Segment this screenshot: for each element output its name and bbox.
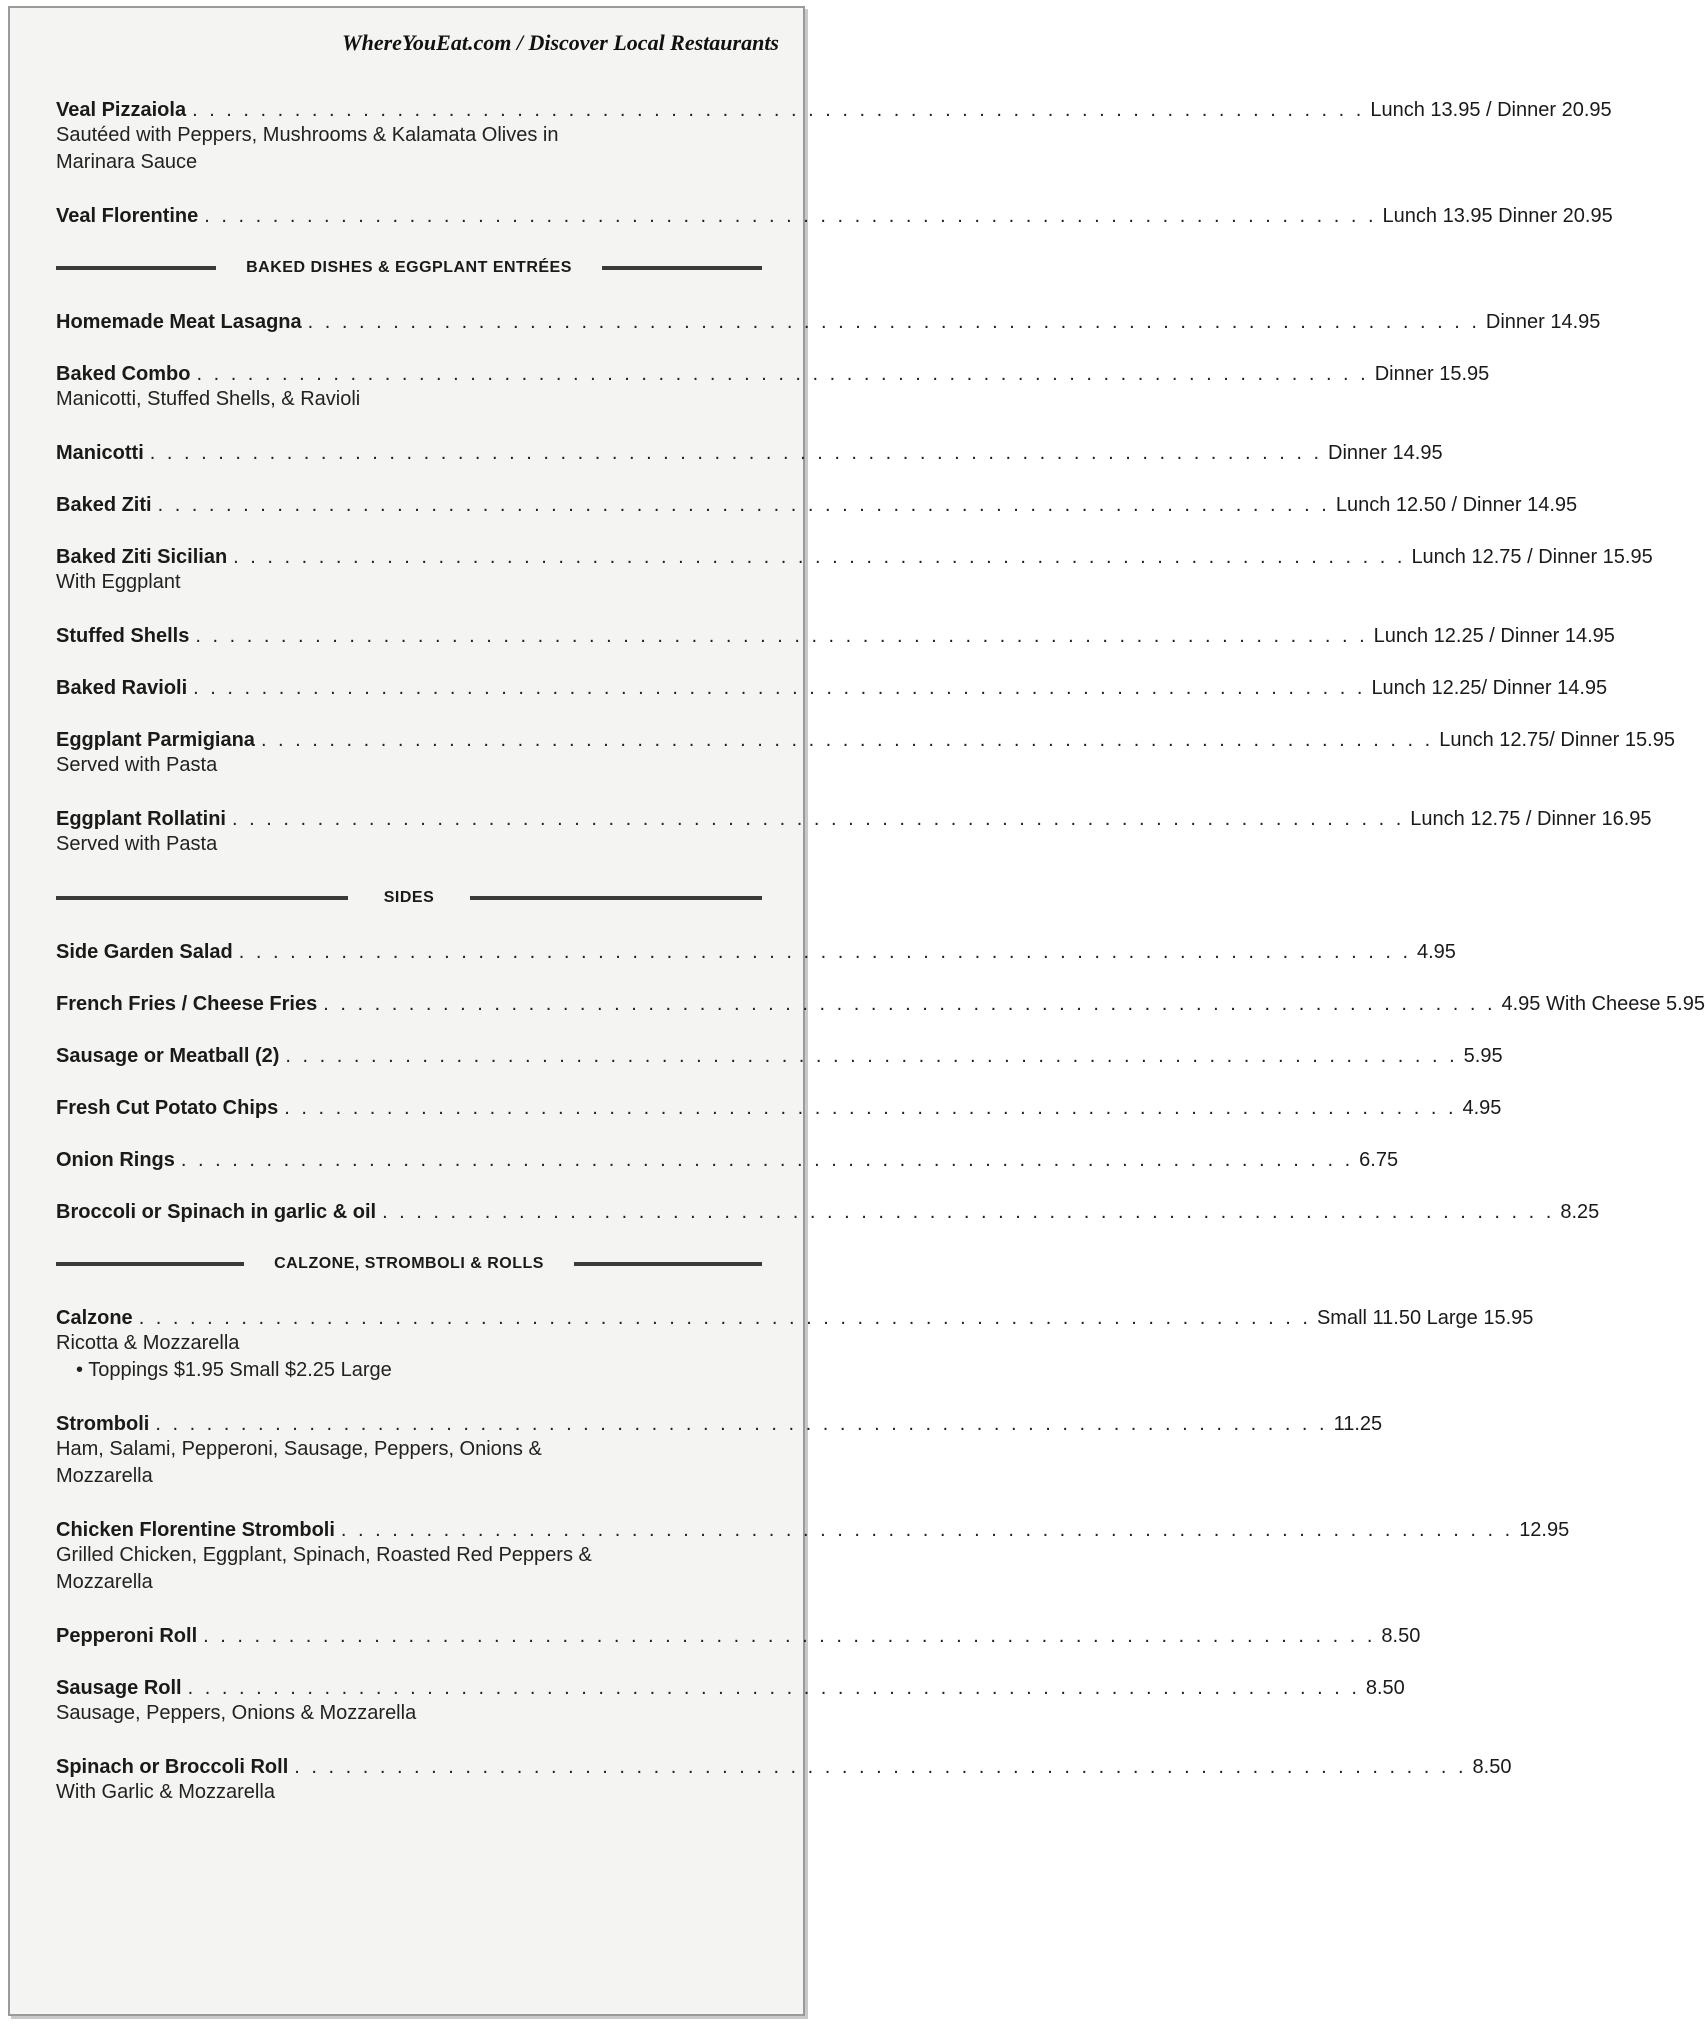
- menu-item: [56, 992, 1705, 1016]
- menu-item-description: With Eggplant: [56, 571, 181, 593]
- menu-item-price: 8.50: [1472, 1756, 1512, 1778]
- menu-item-description: With Garlic & Mozzarella: [56, 1781, 275, 1803]
- menu-item-row: [56, 204, 1613, 228]
- menu-item-price: 8.50: [1365, 1677, 1405, 1699]
- menu-item-price: Lunch 13.95 Dinner 20.95: [1382, 205, 1613, 227]
- menu-item-row: [56, 807, 1652, 831]
- menu-item: [56, 940, 1456, 964]
- menu-item-row: [56, 1676, 1405, 1700]
- menu-item-price: Lunch 12.25/ Dinner 14.95: [1371, 677, 1608, 699]
- menu-item-row: [56, 1044, 1503, 1068]
- section-title: BAKED DISHES & EGGPLANT ENTRÉES: [246, 259, 572, 276]
- menu-item: [56, 204, 1613, 228]
- menu-item: [56, 676, 1608, 700]
- menu-item: [56, 1624, 1421, 1648]
- section-header: [56, 256, 762, 280]
- menu-item: [56, 493, 1578, 517]
- dot-leader: . . . . . . . . . . . . . . . . . . . . . . . . . . . . . . . . . . . . . . . . . . . . . . . . . . . . . . . . . . . . . . . . . . . . .: [138, 1307, 1311, 1329]
- dot-leader: . . . . . . . . . . . . . . . . . . . . . . . . . . . . . . . . . . . . . . . . . . . . . . . . . . . . . . . . . . . . . . . . . . . . .: [193, 677, 1366, 699]
- menu-item-description: Mozzarella: [56, 1571, 153, 1593]
- menu-item-price: Lunch 13.95 / Dinner 20.95: [1370, 99, 1612, 121]
- menu-item-row: [56, 362, 1490, 386]
- menu-item-price: Lunch 12.25 / Dinner 14.95: [1373, 625, 1615, 647]
- menu-item: [56, 98, 1612, 176]
- menu-item-name: Baked Ziti: [56, 494, 152, 516]
- menu-item-row: [56, 493, 1578, 517]
- menu-item-price: 4.95: [1417, 941, 1456, 963]
- menu-item-row: [56, 545, 1653, 569]
- dot-leader: . . . . . . . . . . . . . . . . . . . . . . . . . . . . . . . . . . . . . . . . . . . . . . . . . . . . . . . . . . . . . . . . . . . . .: [195, 625, 1368, 647]
- menu-item-name: Fresh Cut Potato Chips: [56, 1097, 279, 1119]
- section-title: CALZONE, STROMBOLI & ROLLS: [274, 1255, 544, 1272]
- menu-item-row: [56, 1624, 1421, 1648]
- menu-item-description: Sautéed with Peppers, Mushrooms & Kalamata Olives in: [56, 124, 559, 146]
- dot-leader: . . . . . . . . . . . . . . . . . . . . . . . . . . . . . . . . . . . . . . . . . . . . . . . . . . . . . . . . . . . . . . . . . . . . .: [238, 941, 1411, 963]
- menu-item: [56, 362, 1490, 413]
- menu-item-name: Baked Ziti Sicilian: [56, 546, 228, 568]
- menu-item-row: [56, 624, 1615, 648]
- menu-item-name: Stromboli: [56, 1413, 150, 1435]
- menu-item-row: [56, 1148, 1399, 1172]
- menu-item-row: [56, 1518, 1570, 1542]
- section-header: [56, 886, 762, 910]
- menu-content: [56, 98, 1705, 1834]
- menu-item-price: 5.95: [1463, 1045, 1503, 1067]
- menu-item: [56, 728, 1675, 779]
- menu-item-price: Lunch 12.50 / Dinner 14.95: [1335, 494, 1578, 516]
- menu-item-price: Dinner 14.95: [1328, 442, 1443, 464]
- section-rule-right: [602, 266, 762, 270]
- section-rule-left: [56, 266, 216, 270]
- dot-leader: . . . . . . . . . . . . . . . . . . . . . . . . . . . . . . . . . . . . . . . . . . . . . . . . . . . . . . . . . . . . . . . . . . . . .: [382, 1201, 1555, 1223]
- menu-item: [56, 310, 1601, 334]
- menu-item: [56, 1096, 1502, 1120]
- menu-item-price: 8.25: [1560, 1201, 1600, 1223]
- menu-item-name: Veal Florentine: [56, 205, 199, 227]
- section-rule-right: [574, 1262, 762, 1266]
- menu-item: [56, 807, 1652, 858]
- menu-item-name: Side Garden Salad: [56, 941, 233, 963]
- menu-item: [56, 1200, 1600, 1224]
- menu-item-price: Small 11.50 Large 15.95: [1316, 1307, 1534, 1329]
- menu-item-row: [56, 1412, 1383, 1436]
- menu-item-name: Pepperoni Roll: [56, 1625, 198, 1647]
- menu-item: [56, 1755, 1512, 1806]
- menu-item-name: Baked Ravioli: [56, 677, 188, 699]
- menu-item-description: Ricotta & Mozzarella: [56, 1332, 240, 1354]
- menu-item: [56, 1306, 1534, 1384]
- menu-item-row: [56, 728, 1675, 752]
- menu-item: [56, 545, 1653, 596]
- dot-leader: . . . . . . . . . . . . . . . . . . . . . . . . . . . . . . . . . . . . . . . . . . . . . . . . . . . . . . . . . . . . . . . . . . . . .: [284, 1097, 1457, 1119]
- dot-leader: . . . . . . . . . . . . . . . . . . . . . . . . . . . . . . . . . . . . . . . . . . . . . . . . . . . . . . . . . . . . . . . . . . . . .: [232, 808, 1405, 830]
- menu-item-name: Sausage or Meatball (2): [56, 1045, 280, 1067]
- menu-item-name: Broccoli or Spinach in garlic & oil: [56, 1201, 377, 1223]
- dot-leader: . . . . . . . . . . . . . . . . . . . . . . . . . . . . . . . . . . . . . . . . . . . . . . . . . . . . . . . . . . . . . . . . . . . . .: [196, 363, 1369, 385]
- dot-leader: . . . . . . . . . . . . . . . . . . . . . . . . . . . . . . . . . . . . . . . . . . . . . . . . . . . . . . . . . . . . . . . . . . . . .: [307, 311, 1480, 333]
- menu-page: [8, 6, 1705, 2016]
- menu-item-price: Dinner 14.95: [1485, 311, 1601, 333]
- dot-leader: . . . . . . . . . . . . . . . . . . . . . . . . . . . . . . . . . . . . . . . . . . . . . . . . . . . . . . . . . . . . . . . . . . . . .: [323, 993, 1496, 1015]
- menu-item-price: 6.75: [1359, 1149, 1399, 1171]
- section-header: [56, 1252, 762, 1276]
- menu-item-description: Marinara Sauce: [56, 151, 198, 173]
- menu-item-description: Served with Pasta: [56, 754, 218, 776]
- dot-leader: . . . . . . . . . . . . . . . . . . . . . . . . . . . . . . . . . . . . . . . . . . . . . . . . . . . . . . . . . . . . . . . . . . . . .: [180, 1149, 1354, 1171]
- menu-item-name: Eggplant Rollatini: [56, 808, 226, 830]
- site-header: WhereYouEat.com / Discover Local Restaurants: [342, 30, 779, 55]
- menu-item-row: [56, 98, 1612, 122]
- menu-item-note: • Toppings $1.95 Small $2.25 Large: [76, 1359, 392, 1381]
- menu-item-name: Stuffed Shells: [56, 625, 190, 647]
- menu-item-description: Ham, Salami, Pepperoni, Sausage, Peppers, Onions &: [56, 1438, 542, 1460]
- section-rule-right: [470, 896, 762, 900]
- menu-item-name: Eggplant Parmigiana: [56, 729, 255, 751]
- menu-item-name: Sausage Roll: [56, 1677, 182, 1699]
- menu-item-row: [56, 676, 1608, 700]
- menu-item-row: [56, 1096, 1502, 1120]
- menu-item-description: Grilled Chicken, Eggplant, Spinach, Roasted Red Peppers &: [56, 1544, 592, 1566]
- menu-item-description: Manicotti, Stuffed Shells, & Ravioli: [56, 388, 361, 410]
- dot-leader: . . . . . . . . . . . . . . . . . . . . . . . . . . . . . . . . . . . . . . . . . . . . . . . . . . . . . . . . . . . . . . . . . . . . .: [285, 1045, 1458, 1067]
- dot-leader: . . . . . . . . . . . . . . . . . . . . . . . . . . . . . . . . . . . . . . . . . . . . . . . . . . . . . . . . . . . . . . . . . . . . .: [294, 1756, 1467, 1778]
- menu-item-name: Veal Pizzaiola: [56, 99, 187, 121]
- menu-item-description: Mozzarella: [56, 1465, 153, 1487]
- menu-item-row: [56, 1306, 1534, 1330]
- menu-item-description: Sausage, Peppers, Onions & Mozzarella: [56, 1702, 417, 1724]
- dot-leader: . . . . . . . . . . . . . . . . . . . . . . . . . . . . . . . . . . . . . . . . . . . . . . . . . . . . . . . . . . . . . . . . . . . . .: [204, 205, 1377, 227]
- menu-item: [56, 1148, 1399, 1172]
- menu-item-row: [56, 940, 1456, 964]
- menu-item-price: Lunch 12.75/ Dinner 15.95: [1439, 729, 1675, 751]
- dot-leader: . . . . . . . . . . . . . . . . . . . . . . . . . . . . . . . . . . . . . . . . . . . . . . . . . . . . . . . . . . . . . . . . . . . . .: [155, 1413, 1328, 1435]
- menu-item: [56, 624, 1615, 648]
- dot-leader: . . . . . . . . . . . . . . . . . . . . . . . . . . . . . . . . . . . . . . . . . . . . . . . . . . . . . . . . . . . . . . . . . . . . .: [192, 99, 1365, 121]
- menu-item-row: [56, 1200, 1600, 1224]
- dot-leader: . . . . . . . . . . . . . . . . . . . . . . . . . . . . . . . . . . . . . . . . . . . . . . . . . . . . . . . . . . . . . . . . . . . . .: [233, 546, 1406, 568]
- menu-item: [56, 1518, 1570, 1596]
- dot-leader: . . . . . . . . . . . . . . . . . . . . . . . . . . . . . . . . . . . . . . . . . . . . . . . . . . . . . . . . . . . . . . . . . . . . .: [187, 1677, 1360, 1699]
- menu-item-row: [56, 992, 1705, 1016]
- menu-item-price: Dinner 15.95: [1374, 363, 1490, 385]
- menu-item: [56, 441, 1443, 465]
- menu-item-price: 8.50: [1381, 1625, 1421, 1647]
- menu-item-row: [56, 310, 1601, 334]
- menu-item: [56, 1412, 1383, 1490]
- menu-item-name: Chicken Florentine Stromboli: [56, 1519, 335, 1541]
- menu-item-description: Served with Pasta: [56, 833, 218, 855]
- menu-item-name: Homemade Meat Lasagna: [56, 311, 302, 333]
- menu-item: [56, 1676, 1405, 1727]
- menu-item-price: 4.95: [1462, 1097, 1502, 1119]
- dot-leader: . . . . . . . . . . . . . . . . . . . . . . . . . . . . . . . . . . . . . . . . . . . . . . . . . . . . . . . . . . . . . . . . . . . . .: [203, 1625, 1376, 1647]
- menu-item-price: Lunch 12.75 / Dinner 16.95: [1410, 808, 1652, 830]
- dot-leader: . . . . . . . . . . . . . . . . . . . . . . . . . . . . . . . . . . . . . . . . . . . . . . . . . . . . . . . . . . . . . . . . . . . . .: [260, 729, 1434, 751]
- menu-item-row: [56, 1755, 1512, 1779]
- dot-leader: . . . . . . . . . . . . . . . . . . . . . . . . . . . . . . . . . . . . . . . . . . . . . . . . . . . . . . . . . . . . . . . . . . . . .: [157, 494, 1330, 516]
- menu-item-row: [56, 441, 1443, 465]
- menu-item-name: Onion Rings: [56, 1149, 175, 1171]
- menu-item-name: French Fries / Cheese Fries: [56, 993, 318, 1015]
- dot-leader: . . . . . . . . . . . . . . . . . . . . . . . . . . . . . . . . . . . . . . . . . . . . . . . . . . . . . . . . . . . . . . . . . . . . .: [149, 442, 1323, 464]
- section-rule-left: [56, 1262, 244, 1266]
- menu-item-price: 4.95 With Cheese 5.95: [1501, 993, 1705, 1015]
- menu-item: [56, 1044, 1503, 1068]
- dot-leader: . . . . . . . . . . . . . . . . . . . . . . . . . . . . . . . . . . . . . . . . . . . . . . . . . . . . . . . . . . . . . . . . . . . . .: [340, 1519, 1514, 1541]
- menu-item-price: 12.95: [1519, 1519, 1570, 1541]
- menu-item-name: Manicotti: [56, 442, 144, 464]
- menu-item-price: 11.25: [1333, 1413, 1383, 1435]
- section-title: SIDES: [383, 889, 435, 906]
- menu-item-name: Spinach or Broccoli Roll: [56, 1756, 289, 1778]
- menu-item-name: Calzone: [56, 1307, 133, 1329]
- section-rule-left: [56, 896, 348, 900]
- menu-item-name: Baked Combo: [56, 363, 191, 385]
- menu-item-price: Lunch 12.75 / Dinner 15.95: [1411, 546, 1653, 568]
